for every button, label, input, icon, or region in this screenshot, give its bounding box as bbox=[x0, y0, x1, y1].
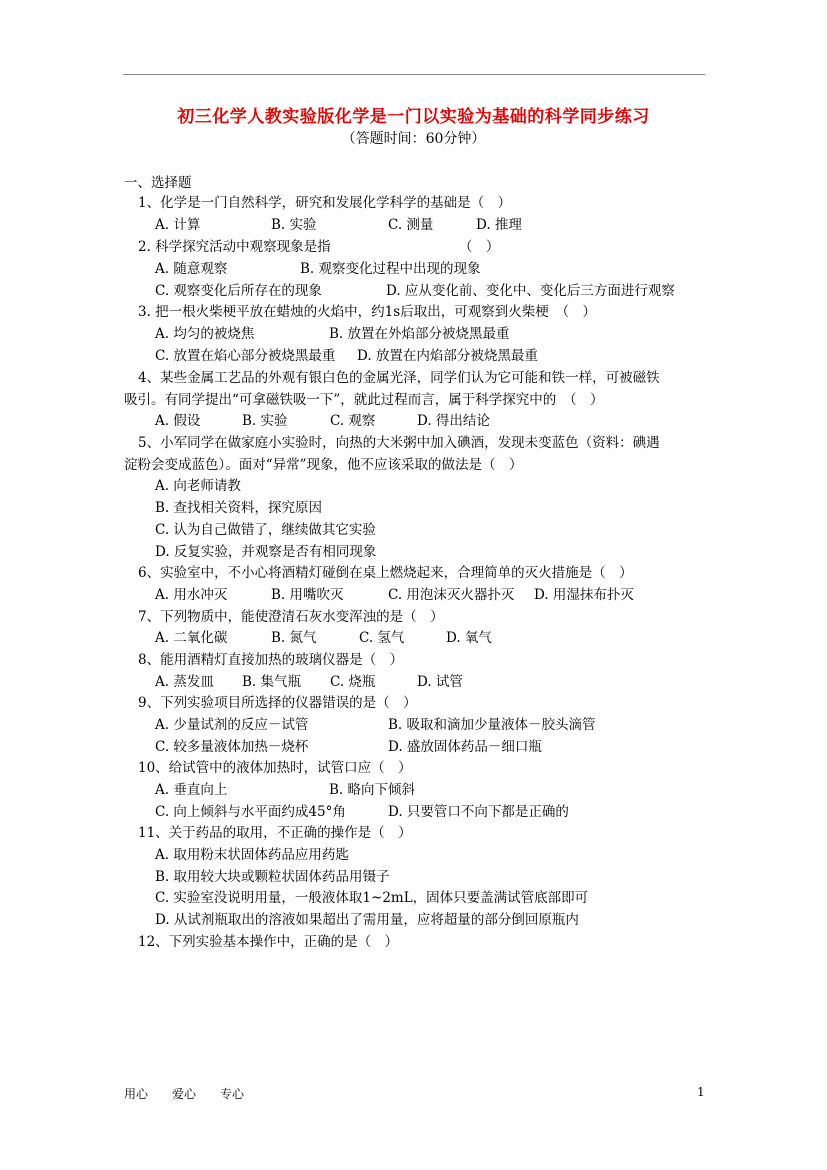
question-4-line-2: 吸引。有同学提出“可拿磁铁吸一下”，就此过程而言，属于科学探究中的 （ ） bbox=[124, 392, 604, 408]
question-12-line-1: 12、下列实验基本操作中，正确的是（ ） bbox=[138, 934, 399, 950]
question-3-line-1: 3. 把一根火柴梗平放在蜡烛的火焰中，约1s后取出，可观察到火柴梗 （ ） bbox=[138, 304, 596, 320]
question-6-line-1: 6、实验室中，不小心将酒精灯碰倒在桌上燃烧起来，合理简单的灭火措施是（ ） bbox=[138, 565, 633, 581]
q2-option-d: D. 应从变化前、变化中、变化后三方面进行观察 bbox=[386, 283, 675, 299]
q3-option-b: B. 放置在外焰部分被烧黑最重 bbox=[329, 326, 510, 342]
q3-option-c: C. 放置在焰心部分被烧黑最重 bbox=[155, 348, 336, 364]
q3-option-d: D. 放置在内焰部分被烧黑最重 bbox=[357, 348, 538, 364]
question-2-line-1: 2. 科学探究活动中观察现象是指 （ ） bbox=[138, 239, 500, 255]
q8-option-a: A. 蒸发皿 bbox=[155, 674, 214, 690]
q4-option-a: A. 假设 bbox=[155, 413, 201, 429]
q4-option-c: C. 观察 bbox=[330, 413, 376, 429]
q9-option-d: D. 盛放固体药品－细口瓶 bbox=[388, 739, 542, 755]
q7-option-d: D. 氧气 bbox=[446, 630, 492, 646]
q2-option-a: A. 随意观察 bbox=[155, 261, 228, 277]
question-4-line-1: 4、某些金属工艺品的外观有银白色的金属光泽，同学们认为它可能和铁一样，可被磁铁 bbox=[138, 370, 660, 386]
q1-option-d: D. 推理 bbox=[476, 217, 522, 233]
q2-option-b: B. 观察变化过程中出现的现象 bbox=[300, 261, 481, 277]
q10-option-b: B. 略向下倾斜 bbox=[329, 782, 416, 798]
q10-option-d: D. 只要管口不向下都是正确的 bbox=[388, 804, 569, 820]
q2-option-c: C. 观察变化后所存在的现象 bbox=[155, 283, 322, 299]
q7-option-c: C. 氢气 bbox=[359, 630, 405, 646]
q6-option-b: B. 用嘴吹灭 bbox=[271, 587, 344, 603]
question-8-line-1: 8、能用酒精灯直接加热的玻璃仪器是（ ） bbox=[138, 652, 404, 668]
footer-motto: 用心 爱心 专心 bbox=[124, 1087, 245, 1101]
question-1-line-1: 1、化学是一门自然科学，研究和发展化学科学的基础是（ ） bbox=[138, 195, 512, 211]
q11-option-d: D. 从试剂瓶取出的溶液如果超出了需用量，应将超量的部分倒回原瓶内 bbox=[155, 912, 579, 928]
header-rule bbox=[123, 74, 705, 75]
q9-option-b: B. 吸取和滴加少量液体－胶头滴管 bbox=[388, 717, 596, 733]
q10-option-a: A. 垂直向上 bbox=[155, 782, 228, 798]
q3-option-a: A. 均匀的被烧焦 bbox=[155, 326, 255, 342]
page-title: 初三化学人教实验版化学是一门以实验为基础的科学同步练习 bbox=[177, 107, 650, 127]
question-11-line-1: 11、关于药品的取用，不正确的操作是（ ） bbox=[138, 825, 412, 841]
q4-option-b: B. 实验 bbox=[242, 413, 288, 429]
q4-option-d: D. 得出结论 bbox=[417, 413, 490, 429]
q11-option-a: A. 取用粉末状固体药品应用药匙 bbox=[155, 847, 349, 863]
q1-option-c: C. 测量 bbox=[388, 217, 434, 233]
section-heading: 一、选择题 bbox=[124, 175, 192, 191]
q1-option-b: B. 实验 bbox=[271, 217, 317, 233]
question-9-line-1: 9、下列实验项目所选择的仪器错误的是（ ） bbox=[138, 695, 417, 711]
q5-option-b: B. 查找相关资料，探究原因 bbox=[155, 500, 323, 516]
question-5-line-2: 淀粉会变成蓝色）。面对“异常”现象，他不应该采取的做法是（ ） bbox=[124, 457, 523, 473]
q6-option-d: D. 用湿抹布扑灭 bbox=[534, 587, 634, 603]
q9-option-a: A. 少量试剂的反应－试管 bbox=[155, 717, 309, 733]
q8-option-d: D. 试管 bbox=[417, 674, 463, 690]
q5-option-d: D. 反复实验，并观察是否有相同现象 bbox=[155, 544, 377, 560]
question-5-line-1: 5、小军同学在做家庭小实验时，向热的大米粥中加入碘酒，发现未变蓝色（资料：碘遇 bbox=[138, 435, 660, 451]
q11-option-b: B. 取用较大块或颗粒状固体药品用镊子 bbox=[155, 869, 390, 885]
q8-option-c: C. 烧瓶 bbox=[330, 674, 376, 690]
q6-option-c: C. 用泡沫灭火器扑灭 bbox=[388, 587, 515, 603]
q5-option-c: C. 认为自己做错了，继续做其它实验 bbox=[155, 522, 376, 538]
page-subtitle: （答题时间：60分钟） bbox=[341, 131, 486, 147]
q11-option-c: C. 实验室没说明用量，一般液体取1~2mL，固体只要盖满试管底部即可 bbox=[155, 890, 589, 906]
q5-option-a: A. 向老师请教 bbox=[155, 478, 241, 494]
question-10-line-1: 10、给试管中的液体加热时，试管口应（ ） bbox=[138, 760, 412, 776]
q7-option-b: B. 氮气 bbox=[271, 630, 317, 646]
q9-option-c: C. 较多量液体加热－烧杯 bbox=[155, 739, 309, 755]
question-7-line-1: 7、下列物质中，能使澄清石灰水变浑浊的是（ ） bbox=[138, 609, 444, 625]
q7-option-a: A. 二氧化碳 bbox=[155, 630, 228, 646]
q6-option-a: A. 用水冲灭 bbox=[155, 587, 228, 603]
q1-option-a: A. 计算 bbox=[155, 217, 201, 233]
page-number: 1 bbox=[697, 1085, 705, 1099]
q8-option-b: B. 集气瓶 bbox=[242, 674, 302, 690]
q10-option-c: C. 向上倾斜与水平面约成45°角 bbox=[155, 804, 346, 820]
